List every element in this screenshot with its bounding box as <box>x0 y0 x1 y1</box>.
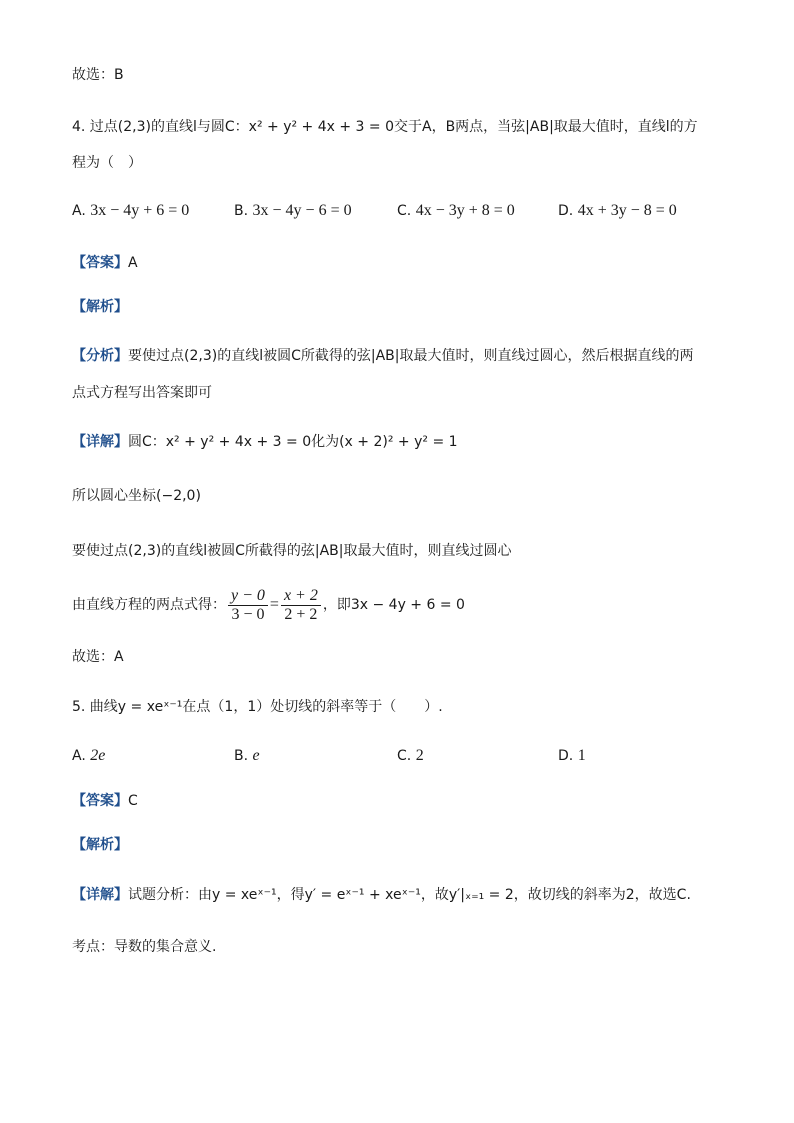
q5-option-b <box>234 745 260 767</box>
q4-stem-line1: 4. 过点(2,3)的直线l与圆C：x² + y² + 4x + 3 = 0交于A，B两点，当弦|AB|取最大值时，直线l的方 <box>72 119 698 135</box>
q4-answer-tag: 【答案】 <box>72 255 128 271</box>
q4-answer <box>72 252 138 274</box>
q4-option-d-label: D. <box>558 203 574 219</box>
q3-choice: 故选：B <box>72 67 124 83</box>
q5-analysis-tag <box>72 834 128 856</box>
q5-option-c-label: C. <box>397 748 412 764</box>
q5-option-b-label: B. <box>234 748 249 764</box>
q5-answer-tag: 【答案】 <box>72 793 128 809</box>
q5-option-d-text: 1 <box>577 747 586 764</box>
q4-fenxi-line2: 点式方程写出答案即可 <box>72 385 212 401</box>
q4-option-b <box>234 200 352 222</box>
fraction-2-denominator: 2 + 2 <box>284 605 318 623</box>
q5-detail-text: 试题分析：由y = xeˣ⁻¹，得y′ = eˣ⁻¹ + xeˣ⁻¹，故y′|ₓ₌₁ = 2，故切线的斜率为2，故选C. <box>128 887 691 903</box>
q4-option-b-label: B. <box>234 203 249 219</box>
q4-detail-line4-suffix: ，即3x − 4y + 6 = 0 <box>322 597 465 613</box>
q4-answer-value: A <box>128 255 138 271</box>
q5-detail-tag: 【详解】 <box>72 887 128 903</box>
q4-fenxi-tag: 【分析】 <box>72 348 128 364</box>
q4-detail-line1 <box>72 431 458 453</box>
q4-detail-line3: 要使过点(2,3)的直线l被圆C所截得的弦|AB|取最大值时，则直线过圆心 <box>72 543 512 559</box>
q4-detail-line4-prefix: 由直线方程的两点式得： <box>72 597 226 613</box>
q5-option-a <box>72 745 105 767</box>
q4-option-d <box>558 200 677 222</box>
fraction-1 <box>228 587 268 624</box>
fraction-2 <box>281 587 321 624</box>
q4-option-b-text: 3x − 4y − 6 = 0 <box>252 202 352 219</box>
q4-option-c-text: 4x − 3y + 8 = 0 <box>415 202 515 219</box>
q5-detail <box>72 884 691 906</box>
q5-note: 考点：导数的集合意义. <box>72 939 217 955</box>
q4-option-c-label: C. <box>397 203 412 219</box>
q4-analysis-label: 【解析】 <box>72 299 128 315</box>
q5-option-d <box>558 745 586 767</box>
q4-fenxi-text1: 要使过点(2,3)的直线l被圆C所截得的弦|AB|取最大值时，则直线过圆心，然后根据直线的两 <box>128 348 694 364</box>
q4-analysis-tag <box>72 296 128 318</box>
q4-option-a <box>72 200 189 222</box>
fraction-1-denominator: 3 − 0 <box>231 605 265 623</box>
q5-answer <box>72 790 138 812</box>
q5-option-c <box>397 745 424 767</box>
q5-option-b-text: e <box>252 747 260 764</box>
q5-option-a-text: 2e <box>90 747 106 764</box>
q4-detail-line4: 由直线方程的两点式得： $\frac{y - 0}{3 - 0}$ = $\frac{x + 2}{2 + 2}$ ，即3x − 4y + 6 = 0 <box>72 586 465 623</box>
q4-option-a-label: A. <box>72 203 86 219</box>
q4-detail-text1: 圆C：x² + y² + 4x + 3 = 0化为(x + 2)² + y² = 1 <box>128 434 458 450</box>
q5-answer-value: C <box>128 793 138 809</box>
q4-detail-line2: 所以圆心坐标(−2,0) <box>72 488 201 504</box>
q4-choice: 故选：A <box>72 649 124 665</box>
q4-option-a-text: 3x − 4y + 6 = 0 <box>90 202 190 219</box>
q5-analysis-label: 【解析】 <box>72 837 128 853</box>
q5-stem: 5. 曲线y = xeˣ⁻¹在点（1，1）处切线的斜率等于（ ）. <box>72 699 443 715</box>
fraction-2-numerator: x + 2 <box>281 587 321 606</box>
q5-option-d-label: D. <box>558 748 574 764</box>
q5-option-c-text: 2 <box>415 747 424 764</box>
q5-option-a-label: A. <box>72 748 86 764</box>
q4-detail-tag: 【详解】 <box>72 434 128 450</box>
fraction-1-numerator: y − 0 <box>228 587 268 606</box>
q4-fenxi-line1 <box>72 345 693 367</box>
q4-option-c <box>397 200 515 222</box>
q4-stem-line2: 程为（ ） <box>72 155 142 171</box>
q4-option-d-text: 4x + 3y − 8 = 0 <box>577 202 677 219</box>
